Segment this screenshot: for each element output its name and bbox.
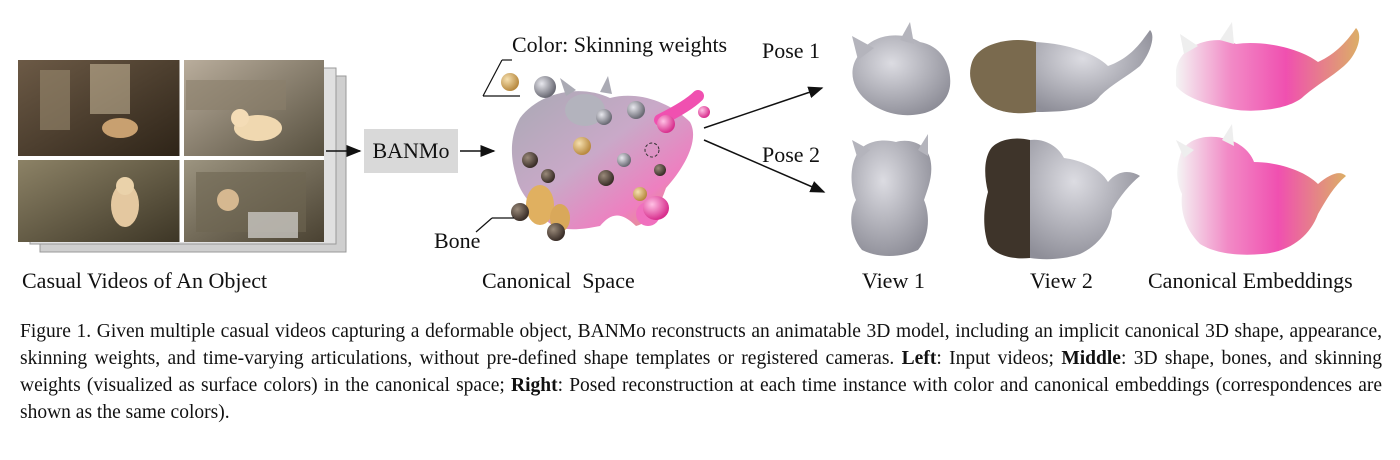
bone-sphere xyxy=(547,223,565,241)
canonical-space-model xyxy=(476,60,710,241)
bone-sphere xyxy=(596,109,612,125)
view2-label: View 2 xyxy=(1030,268,1093,293)
input-video-stack xyxy=(18,60,346,252)
pose2-view3-embedding xyxy=(1176,124,1346,255)
bone-sphere xyxy=(598,170,614,186)
figure-caption xyxy=(20,318,1382,426)
pose1-view2-color xyxy=(970,30,1152,113)
video-thumb-cat-walking xyxy=(18,160,180,242)
canonical-space-label: Canonical Space xyxy=(482,268,635,293)
caption-intro: Given multiple casual videos capturing a deformable object, BANMo reconstructs an animatable 3D model, including an implicit canonical 3D shape, appearance, skinning weights, and time-varying articulations, without pre-defined shape templates or registered cameras. xyxy=(20,321,1382,369)
casual-videos-label: Casual Videos of An Object xyxy=(22,268,268,293)
caption-figure-label: Figure 1. xyxy=(20,321,92,342)
bone-sphere xyxy=(627,101,645,119)
video-frame-front xyxy=(18,60,324,242)
pose2-view2-color xyxy=(984,138,1140,259)
view1-label: View 1 xyxy=(862,268,925,293)
bone-sphere xyxy=(501,73,519,91)
bone-sphere xyxy=(657,115,675,133)
banmo-label: BANMo xyxy=(372,138,450,163)
banmo-method-box xyxy=(364,129,458,173)
bone-sphere xyxy=(617,153,631,167)
caption-left-label: Left xyxy=(901,348,937,369)
bone-sphere xyxy=(541,169,555,183)
caption-middle-label: Middle xyxy=(1061,348,1121,369)
pose1-view1-gray xyxy=(852,22,950,115)
bone-sphere xyxy=(633,187,647,201)
pose1-label: Pose 1 xyxy=(762,38,821,63)
pose2-view1-gray xyxy=(851,134,931,256)
caption-right-label: Right xyxy=(511,375,558,396)
bone-sphere xyxy=(698,106,710,118)
bone-sphere xyxy=(654,164,666,176)
skinning-weights-label: Color: Skinning weights xyxy=(512,32,728,57)
bone-label: Bone xyxy=(434,228,481,253)
skinning-leader-line xyxy=(483,60,502,96)
bone-sphere xyxy=(534,76,556,98)
caption-left-text: : Input videos; xyxy=(936,348,1054,369)
bone-sphere xyxy=(573,137,591,155)
caption-right-text: : Posed reconstruction at each time instance with color and canonical embeddings (correspondences are shown as the same colors). xyxy=(20,375,1382,423)
pose1-view3-embedding xyxy=(1176,22,1359,111)
canonical-embeddings-label: Canonical Embeddings xyxy=(1148,268,1353,293)
pose2-label: Pose 2 xyxy=(762,142,821,167)
arrow-to-pose1 xyxy=(704,88,822,128)
bone-sphere xyxy=(522,152,538,168)
caption-middle-text: : 3D shape, bones, and skinning weights (visualized as surface colors) in the canonical space; xyxy=(20,348,1382,396)
bone-sphere xyxy=(643,196,669,220)
